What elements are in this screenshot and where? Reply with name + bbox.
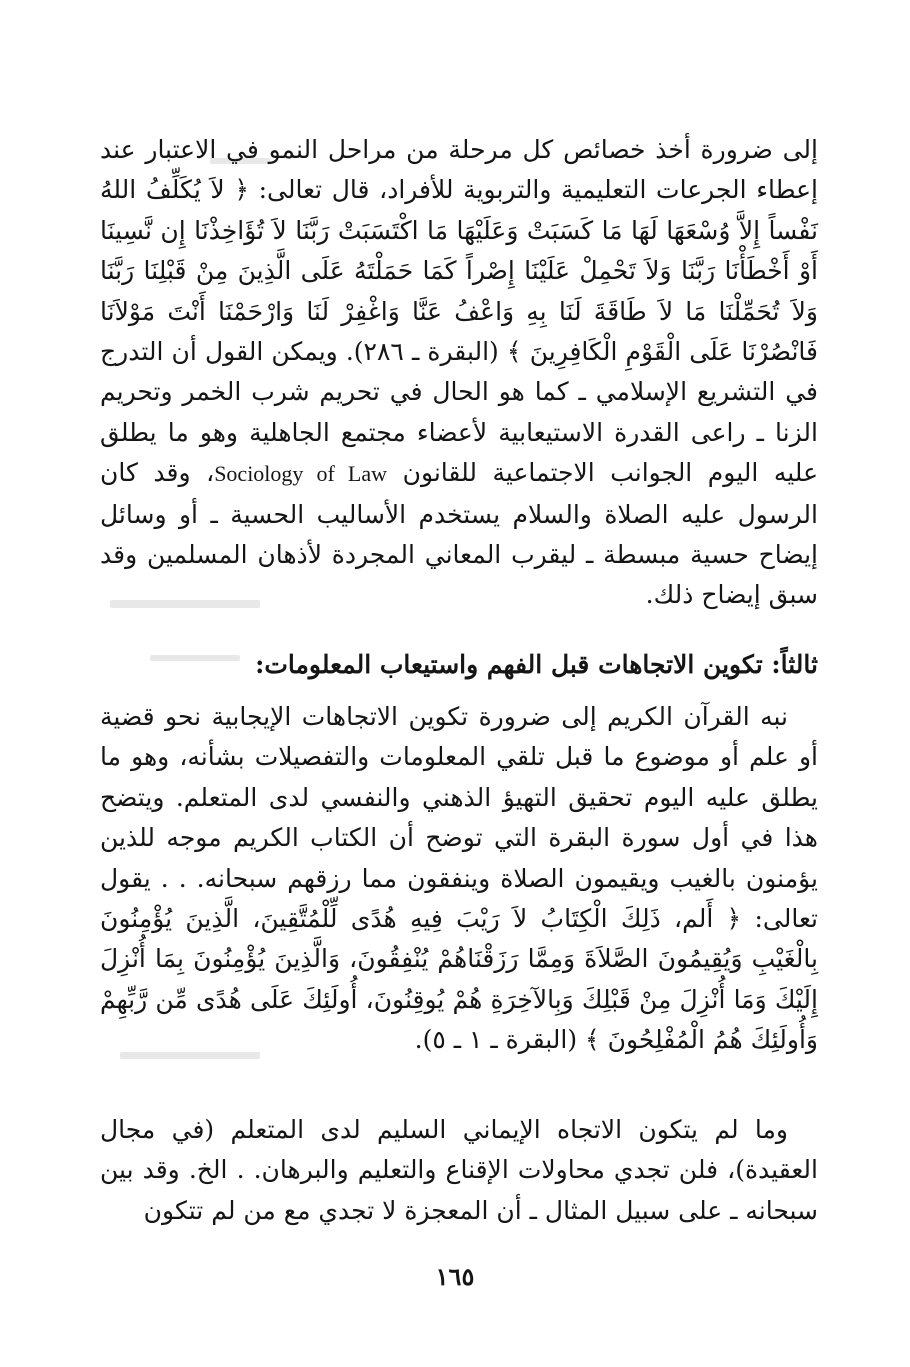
page-number: ١٦٥: [435, 1262, 475, 1291]
section-paragraph: [100, 697, 818, 1061]
paragraph-text-arabic: إلى ضرورة أخذ خصائص كل مرحلة من مراحل النمو في الاعتبار عند إعطاء الجرعات التعليمية والتربوية للأفراد، قال تعالى: ﴿ لاَ يُكَلِّفُ اللهُ نَفْساً إِلاَّ وُسْعَهَا لَهَا مَا كَسَبَتْ وَعَلَيْهَا مَا اكْتَسَبَتْ رَبَّنَا لاَ تُؤَاخِذْنَا إِن نَّسِينَا أَوْ أَخْطَأْنَا رَبَّنَا وَلاَ تَحْمِلْ عَلَيْنَا إِصْراً كَمَا حَمَلْتَهُ عَلَى الَّذِينَ مِنْ قَبْلِنَا رَبَّنَا وَلاَ تُحَمِّلْنَا مَا لاَ طَاقَةَ لَنَا بِهِ وَاعْفُ عَنَّا وَاغْفِرْ لَنَا وَارْحَمْنَا أَنْتَ مَوْلاَنَا فَانْصُرْنَا عَلَى الْقَوْمِ الْكَافِرِينَ ﴾ (البقرة ـ ٢٨٦). ويمكن القول أن التدرج في التشريع الإسلامي ـ كما هو الحال في تحريم شرب الخمر وتحريم الزنا ـ راعى القدرة الاستيعابية لأعضاء مجتمع الجاهلية وهو ما يطلق عليه اليوم الجوانب الاجتماعية للقانون: [100, 135, 818, 488]
paragraph-text-continuation: ، وقد كان الرسول عليه الصلاة والسلام يستخدم الأساليب الحسية ـ أو وسائل إيضاح حسية مبسطة ـ ليقرب المعاني المجردة لأذهان المسلمين وقد سبق إيضاح ذلك.: [100, 458, 818, 610]
latin-term: Sociology of Law: [214, 461, 388, 487]
paragraph-text: نبه القرآن الكريم إلى ضرورة تكوين الاتجاهات الإيجابية نحو قضية أو علم أو موضوع ما قبل تلقي المعلومات والتفصيلات بشأنه، وهو ما يطلق عليه اليوم تحقيق التهيؤ الذهني والنفسي لدى المتعلم. ويتضح هذا في أول سورة البقرة التي توضح أن الكتاب الكريم موجه للذين يؤمنون بالغيب ويقيمون الصلاة وينفقون مما رزقهم سبحانه. . . يقول تعالى: ﴿ أَلم، ذَلِكَ الْكِتَابُ لاَ رَيْبَ فِيهِ هُدًى لِّلْمُتَّقِينَ، الَّذِينَ يُؤْمِنُونَ بِالْغَيْبِ وَيُقِيمُونَ الصَّلاَةَ وَمِمَّا رَزَقْنَاهُمْ يُنْفِقُونَ، وَالَّذِينَ يُؤْمِنُونَ بِمَا أُنْزِلَ إِلَيْكَ وَمَا أُنْزِلَ مِنْ قَبْلِكَ وَبِالآخِرَةِ هُمْ يُوقِنُونَ، أُولَئِكَ عَلَى هُدًى مِّن رَّبِّهِمْ وَأُولَئِكَ هُمُ الْمُفْلِحُونَ ﴾ (البقرة ـ ١ ـ ٥).: [100, 702, 818, 1055]
closing-paragraph: [100, 1110, 818, 1231]
paragraph-text: وما لم يتكون الاتجاه الإيماني السليم لدى المتعلم (في مجال العقيدة)، فلن تجدي محاولات الإقناع والتعليم والبرهان. . الخ. وقد بين سبحانه ـ على سبيل المثال ـ أن المعجزة لا تجدي مع من لم تتكون: [100, 1115, 818, 1225]
section-heading: ثالثاً: تكوين الاتجاهات قبل الفهم واستيعاب المعلومات:: [255, 650, 818, 679]
opening-paragraph: [100, 130, 818, 616]
